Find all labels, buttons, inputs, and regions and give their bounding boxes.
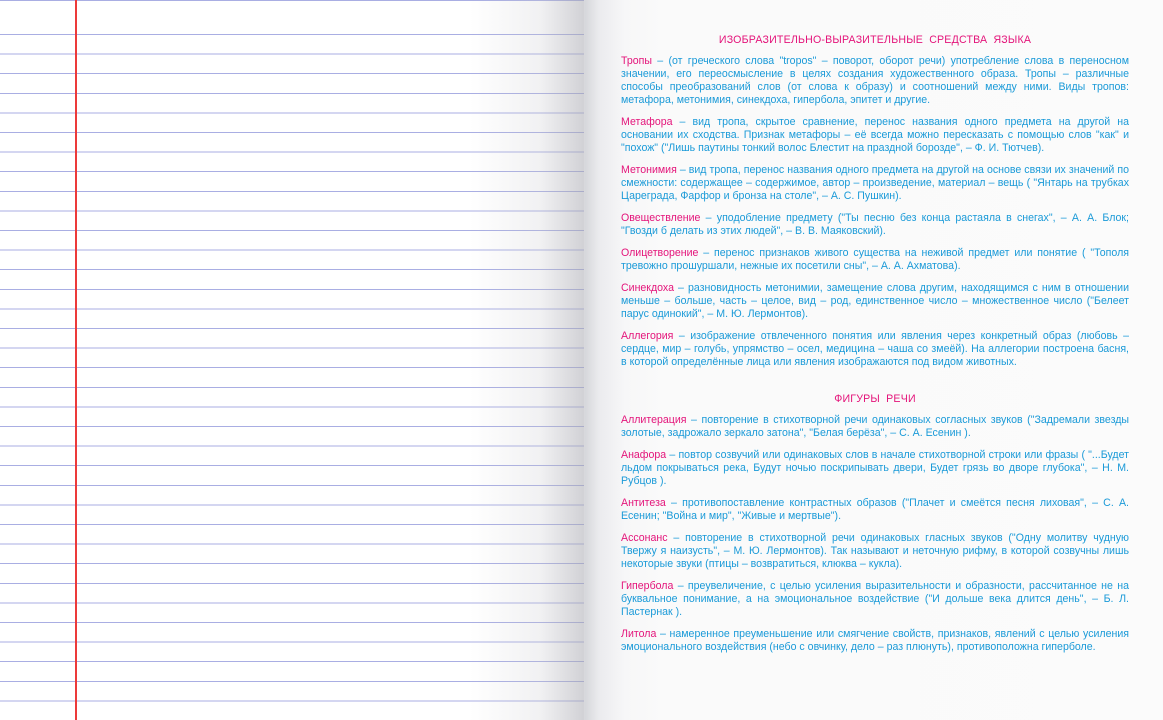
term: Метафора [621,116,673,128]
definition: – уподобление предмету ("Ты песню без конца растаяла в снегах", – А. А. Блок; "Гвозди б делать из этих людей", – В. В. Маяковский). [621,212,1129,237]
entry-allegory [621,330,1129,369]
definition: – противопоставление контрастных образов ("Плачет и смеётся песня лиховая", – С. А. Есенин; "Война и мир", "Живые и мертвые"). [621,497,1129,522]
reference-page-right [585,0,1163,720]
definition: – разновидность метонимии, замещение слова другим, находящимся с ним в отношении меньше – больше, часть – целое, вид – род, единственное число – множественное число ("Белеет парус одинокий", – М. Ю. Лермонтов). [621,282,1129,320]
term: Овеществление [621,212,701,224]
term: Литола [621,628,657,640]
definition: – вид тропа, скрытое сравнение, перенос названия одного предмета на другой на основании их сходства. Признак метафоры – её всегда можно пересказать с помощью слов "как" и "похож" ("Лишь паутины тонкий волос Блестит на праздной борозде", – Ф. И. Тютчев). [621,116,1129,154]
definition: – преувеличение, с целью усиления выразительности и образности, рассчитанное не на буквальное понимание, а на эмоциональное воздействие ("И дольше века длится день", – Б. Л. Пастернак ). [621,580,1129,618]
definition: – повтор созвучий или одинаковых слов в начале стихотворной строки или фразы ( "...Будет льдом покрываться река, Будут ночью поскрипывать двери, Будет грязь во дворе глубока", – Н. М. Рубцов ). [621,449,1129,487]
definition: – изображение отвлеченного понятия или явления через конкретный образ (любовь – сердце, мир – голубь, упрямство – осел, медицина – чаша со змеёй). На аллегории построена басня, в которой определённые лица или явления изображаются под видом животных. [621,330,1129,368]
entry-tropes [621,55,1129,107]
definition: – (от греческого слова "tropos" – поворот, оборот речи) употребление слова в переносном значении, его переосмысление в целях создания художественного образа. Тропы – различные способы преобразований слов (от слова к образу) и соотношений между ними. Виды тропов: метафора, метонимия, синекдоха, гипербола, эпитет и другие. [621,55,1129,106]
term: Метонимия [621,164,677,176]
entry-assonance [621,532,1129,571]
entry-hyperbole [621,580,1129,619]
term: Аллегория [621,330,674,342]
margin-line [75,0,77,720]
entry-alliteration [621,414,1129,440]
definition: – повторение в стихотворной речи одинаковых согласных звуков ("Задремали звезды золотые, задрожало зеркало затона", "Белая берёза", – С. А. Есенин ). [621,414,1129,439]
definition: – намеренное преуменьшение или смягчение свойств, признаков, явлений с целью усиления эмоционального воздействия (небо с овчинку, дело – раз плюнуть), противоположна гиперболе. [621,628,1129,653]
term: Антитеза [621,497,666,509]
entry-reification [621,212,1129,238]
section-title-figures-of-speech: ФИГУРЫ РЕЧИ [834,393,916,405]
entry-antithesis [621,497,1129,523]
definition: – вид тропа, перенос названия одного предмета на другой на основе связи их значений по смежности: содержащее – содержимое, автор – произведение, материал – вещь ( "Янтарь на трубках Цареграда, Фарфор и бронза на столе", – А. С. Пушкин). [621,164,1129,202]
entry-personification [621,247,1129,273]
term: Олицетворение [621,247,699,259]
entry-metonymy [621,164,1129,203]
entry-anaphora [621,449,1129,488]
section-title-literary-devices: ИЗОБРАЗИТЕЛЬНО-ВЫРАЗИТЕЛЬНЫЕ СРЕДСТВА ЯЗЫКА [718,34,1032,46]
reference-content [621,34,1129,663]
entry-synecdoche [621,282,1129,321]
entry-metaphor [621,116,1129,155]
term: Тропы [621,55,653,67]
term: Синекдоха [621,282,674,294]
term: Гипербола [621,580,674,592]
definition: – перенос признаков живого существа на неживой предмет или понятие ( "Тополя тревожно прошуршали, нежные их посетили сны", – А. А. Ахматова). [621,247,1129,272]
term: Аллитерация [621,414,687,426]
entry-litotes [621,628,1129,654]
definition: – повторение в стихотворной речи одинаковых гласных звуков ("Одну молитву чудную Твержу я наизусть", – М. Ю. Лермонтов). Так называют и неточную рифму, в которой созвучны лишь некоторые звуки (птицы – возвратиться, клюква – кукла). [621,532,1129,570]
term: Анафора [621,449,667,461]
term: Ассонанс [621,532,668,544]
